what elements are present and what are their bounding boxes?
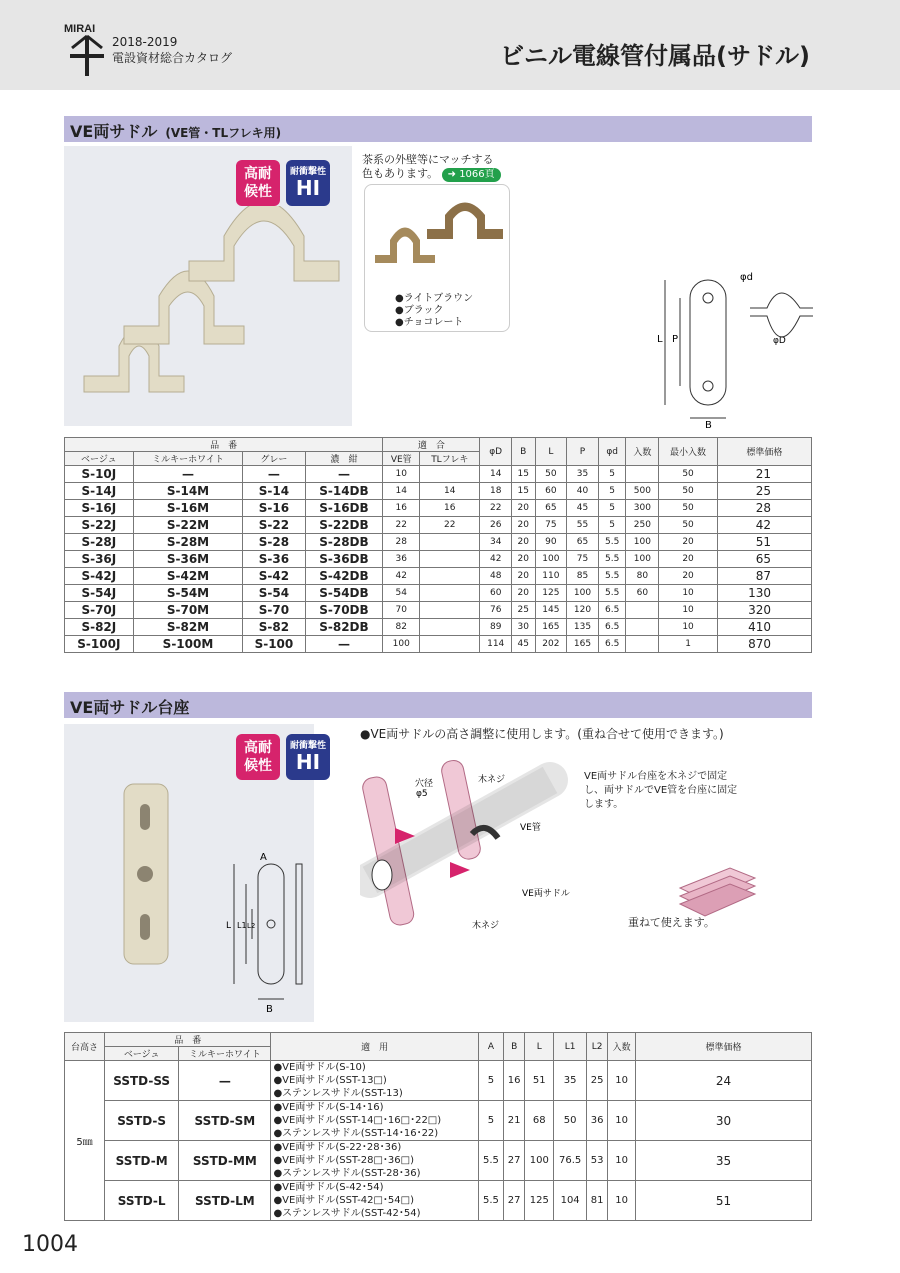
table-cell — [626, 602, 659, 619]
table-cell: S-100J — [65, 636, 134, 653]
table-cell: S-28DB — [305, 534, 383, 551]
application-line: ●ステンレスサドル(SST-28･36) — [273, 1168, 421, 1179]
page-number: 1004 — [22, 1232, 78, 1257]
dim-L-label: L — [657, 334, 663, 345]
application-line: ●VE両サドル(S-22･28･36) — [273, 1142, 402, 1153]
table-cell: 50 — [659, 517, 718, 534]
svg-text:A: A — [260, 852, 267, 863]
svg-text:VE管: VE管 — [520, 823, 541, 833]
dim-phid-label: φd — [740, 272, 753, 283]
table-cell: 5.5 — [478, 1141, 503, 1181]
table-cell: S-100M — [133, 636, 243, 653]
table-cell: S-36 — [243, 551, 305, 568]
table-cell: 10 — [659, 619, 718, 636]
application-cell — [271, 1061, 478, 1101]
table-cell: 50 — [659, 466, 718, 483]
table-cell: S-16 — [243, 500, 305, 517]
table-cell: 35 — [636, 1141, 812, 1181]
table-cell: 21 — [717, 466, 811, 483]
table-cell: 26 — [480, 517, 512, 534]
table-cell: 54 — [383, 585, 420, 602]
table-cell: 16 — [420, 500, 480, 517]
table-cell: 20 — [512, 585, 535, 602]
table-row — [65, 1141, 812, 1181]
table-cell: S-70DB — [305, 602, 383, 619]
table-cell: 10 — [659, 585, 718, 602]
table-cell: S-42M — [133, 568, 243, 585]
table-cell: 25 — [512, 602, 535, 619]
table-cell: 51 — [636, 1181, 812, 1221]
table-cell: S-22 — [243, 517, 305, 534]
table-cell: 20 — [512, 568, 535, 585]
white-partno: SSTD-LM — [179, 1181, 271, 1221]
table-cell: 5.5 — [598, 585, 626, 602]
svg-text:VE両サドル: VE両サドル — [522, 889, 570, 899]
col-group-fit: 適 合 — [383, 438, 480, 452]
table-cell: 120 — [567, 602, 599, 619]
table-cell: 6.5 — [598, 602, 626, 619]
saddle-spec-table: 品 番 適 合 φD B L P φd 入数 最小入数 標準価格 ベージュ ミルキーホワイト グレー 濃 紺 VE管 TLフレキ S-10J — — — 10 14 15 50 35 5 50 21 S-14J S-14M S-14 S-14DB 14 14 18 15 60 40 5 500 50 25 S-16J S-16M S-16 S-16DB 16 16 22 20 65 45 5 300 50 28 S-22J S-22M S-22 S-22DB 22 22 26 20 75 55 5 250 50 42 S-28J S-28M S-28 S-28DB 28 34 20 90 65 5.5 100 20 51 S-36J S-36M S-36 S-36DB 36 42 20 100 75 5.5 100 20 65 S-42J S-42M S-42 S-42DB 42 48 20 110 85 5.5 80 20 87 S-54J S-54M S-54 S-54DB 54 60 20 125 100 5.5 60 10 130 S-70J S-70M S-70 S-70DB 70 76 25 145 120 6.5 10 320 S-82J S-82M S-82 S-82DB 82 89 30 165 135 6.5 10 410 S-100J S-100M S-100 — 100 114 45 202 165 6.5 1 870 — [64, 437, 812, 653]
table-cell: S-70M — [133, 602, 243, 619]
table-cell: 51 — [525, 1061, 554, 1101]
table-cell: 28 — [383, 534, 420, 551]
section-bar-base — [64, 692, 812, 718]
table-cell — [626, 619, 659, 636]
table-cell: S-14J — [65, 483, 134, 500]
application-cell — [271, 1181, 478, 1221]
table-cell: S-16DB — [305, 500, 383, 517]
table-cell: S-36J — [65, 551, 134, 568]
beige-partno: SSTD-SS — [105, 1061, 179, 1101]
table-cell: 165 — [567, 636, 599, 653]
table-cell: 76.5 — [554, 1141, 587, 1181]
svg-text:MIRAI: MIRAI — [64, 23, 96, 35]
table-cell: S-16J — [65, 500, 134, 517]
svg-text:木ネジ: 木ネジ — [478, 775, 506, 785]
table-cell: 114 — [480, 636, 512, 653]
application-cell — [271, 1101, 478, 1141]
table-cell: 10 — [608, 1101, 636, 1141]
table-cell: 36 — [383, 551, 420, 568]
table-cell: 75 — [567, 551, 599, 568]
table-cell: 87 — [717, 568, 811, 585]
table-cell: 60 — [626, 585, 659, 602]
saddle-illustration — [64, 206, 352, 426]
table-cell — [420, 551, 480, 568]
table-cell — [420, 466, 480, 483]
table-cell: 5 — [598, 483, 626, 500]
application-line: ●ステンレスサドル(SST-13) — [273, 1088, 403, 1099]
svg-text:B: B — [266, 1004, 273, 1014]
table-cell: 22 — [383, 517, 420, 534]
impact-badge: 耐衝撃性 HI — [286, 160, 330, 206]
table-cell: S-100 — [243, 636, 305, 653]
svg-text:L2: L2 — [247, 922, 256, 930]
application-line: ●ステンレスサドル(SST-14･16･22) — [273, 1128, 439, 1139]
table-cell: — — [243, 466, 305, 483]
table-cell: 68 — [525, 1101, 554, 1141]
application-line: ●VE両サドル(S-10) — [273, 1062, 366, 1073]
table-cell: 5.5 — [478, 1181, 503, 1221]
table-cell: 6.5 — [598, 636, 626, 653]
table-row — [65, 585, 812, 602]
table-cell: 42 — [383, 568, 420, 585]
table-cell: 35 — [567, 466, 599, 483]
table-cell: S-36M — [133, 551, 243, 568]
table-cell: 75 — [535, 517, 567, 534]
dim-phiD-label: φD — [773, 336, 786, 346]
table-cell: S-42DB — [305, 568, 383, 585]
dim-P-label: P — [672, 334, 679, 345]
base-illustration — [114, 774, 304, 1014]
page-title: ビニル電線管付属品(サドル) — [500, 42, 810, 70]
table-cell: 135 — [567, 619, 599, 636]
application-line: ●VE両サドル(SST-28□･36□) — [273, 1155, 414, 1166]
table-cell: 16 — [504, 1061, 525, 1101]
table-cell: S-14 — [243, 483, 305, 500]
table-row — [65, 1181, 812, 1221]
saddle-dimension-diagram — [655, 268, 815, 428]
table-cell: S-54M — [133, 585, 243, 602]
brown-saddles-illustration — [365, 185, 511, 285]
section-bar-saddle — [64, 116, 812, 142]
table-cell: 50 — [554, 1101, 587, 1141]
svg-text:L1: L1 — [237, 921, 247, 930]
table-cell: S-54 — [243, 585, 305, 602]
table-cell: — — [305, 466, 383, 483]
table-cell: 320 — [717, 602, 811, 619]
table-cell: 76 — [480, 602, 512, 619]
application-line: ●VE両サドル(SST-42□･54□) — [273, 1195, 414, 1206]
table-cell — [626, 466, 659, 483]
table-cell: 45 — [512, 636, 535, 653]
table-cell: 42 — [480, 551, 512, 568]
impact-badge-2: 耐衝撃性 HI — [286, 734, 330, 780]
table-cell — [626, 636, 659, 653]
weather-badge: 高耐 候性 — [236, 160, 280, 206]
table-cell: 20 — [659, 568, 718, 585]
table-cell: 5.5 — [598, 568, 626, 585]
application-line: ●VE両サドル(S-14･16) — [273, 1102, 384, 1113]
table-row — [65, 551, 812, 568]
svg-text:穴径: 穴径 — [415, 779, 434, 789]
table-cell: 202 — [535, 636, 567, 653]
catalog-year: 2018-2019 — [112, 35, 178, 49]
table-cell: 1 — [659, 636, 718, 653]
table-cell: 104 — [554, 1181, 587, 1221]
table-cell: S-82J — [65, 619, 134, 636]
application-line: ●VE両サドル(SST-14□･16□･22□) — [273, 1115, 442, 1126]
table-row — [65, 619, 812, 636]
table-cell: 14 — [420, 483, 480, 500]
table-cell: 10 — [608, 1141, 636, 1181]
table-cell: S-36DB — [305, 551, 383, 568]
table-cell: 25 — [587, 1061, 608, 1101]
color-note: 茶系の外壁等にマッチする 色もあります。 ➜ 1066頁 — [362, 153, 501, 182]
table-cell: 21 — [504, 1101, 525, 1141]
dim-B-label: B — [705, 420, 712, 428]
table-cell: 85 — [567, 568, 599, 585]
height-cell: 5㎜ — [65, 1061, 105, 1221]
col-group-partno: 品 番 — [65, 438, 383, 452]
beige-partno: SSTD-S — [105, 1101, 179, 1141]
table-cell: 100 — [567, 585, 599, 602]
table-cell: 18 — [480, 483, 512, 500]
stacked-bases-illustration — [670, 858, 760, 918]
catalog-name: 電設資材総合カタログ — [112, 51, 233, 65]
table-cell: 100 — [383, 636, 420, 653]
table-cell: S-82M — [133, 619, 243, 636]
table-row — [65, 534, 812, 551]
table-cell: S-14M — [133, 483, 243, 500]
application-line: ●VE両サドル(S-42･54) — [273, 1182, 384, 1193]
table-cell: 14 — [480, 466, 512, 483]
table-cell — [420, 602, 480, 619]
table-cell: 100 — [535, 551, 567, 568]
table-cell: 30 — [636, 1101, 812, 1141]
table-cell: 42 — [717, 517, 811, 534]
weather-badge-2: 高耐 候性 — [236, 734, 280, 780]
table-cell: S-82DB — [305, 619, 383, 636]
table-cell: 125 — [525, 1181, 554, 1221]
table-cell: 10 — [608, 1061, 636, 1101]
page-ref-badge[interactable]: ➜ 1066頁 — [442, 168, 501, 182]
table-row — [65, 466, 812, 483]
table-cell: 15 — [512, 483, 535, 500]
table-cell: S-22J — [65, 517, 134, 534]
color-list: ●ライトブラウン ●ブラック ●チョコレート — [395, 293, 474, 328]
table-cell: 50 — [659, 500, 718, 517]
table-cell: 20 — [512, 517, 535, 534]
table-cell: 130 — [717, 585, 811, 602]
table-row — [65, 1061, 812, 1101]
table-cell — [420, 534, 480, 551]
table-cell: 5 — [598, 517, 626, 534]
table-cell: 125 — [535, 585, 567, 602]
table-cell: S-70J — [65, 602, 134, 619]
table-cell: 10 — [659, 602, 718, 619]
table-cell: S-16M — [133, 500, 243, 517]
table-cell: 5 — [598, 466, 626, 483]
table-row — [65, 517, 812, 534]
table-cell: S-28 — [243, 534, 305, 551]
table-cell: 10 — [608, 1181, 636, 1221]
page-header — [0, 0, 900, 90]
table-cell: 34 — [480, 534, 512, 551]
table-cell: 100 — [626, 551, 659, 568]
table-cell: 300 — [626, 500, 659, 517]
table-row — [65, 568, 812, 585]
table-cell: S-54J — [65, 585, 134, 602]
svg-text:φ5: φ5 — [416, 789, 428, 799]
table-cell: 55 — [567, 517, 599, 534]
table-cell — [420, 619, 480, 636]
table-cell: 30 — [512, 619, 535, 636]
table-cell — [420, 636, 480, 653]
table-row — [65, 602, 812, 619]
table-cell: 80 — [626, 568, 659, 585]
table-cell: 25 — [717, 483, 811, 500]
table-cell: 6.5 — [598, 619, 626, 636]
table-cell: 5 — [598, 500, 626, 517]
section-subtitle: (VE管・TLフレキ用) — [165, 126, 282, 140]
table-cell: 165 — [535, 619, 567, 636]
table-cell: 90 — [535, 534, 567, 551]
table-cell: S-70 — [243, 602, 305, 619]
table-cell: 20 — [512, 551, 535, 568]
table-cell: 35 — [554, 1061, 587, 1101]
section2-title: VE両サドル台座 — [70, 698, 190, 717]
catalog-info — [112, 34, 232, 66]
installation-illustration — [360, 750, 580, 940]
table-cell: S-82 — [243, 619, 305, 636]
table-cell: 110 — [535, 568, 567, 585]
table-cell: S-28J — [65, 534, 134, 551]
base-side-note: VE両サドル台座を木ネジで固定し、両サドルでVE管を台座に固定します。 — [584, 771, 738, 810]
table-cell: S-22M — [133, 517, 243, 534]
table-cell: 81 — [587, 1181, 608, 1221]
table-cell: 5.5 — [598, 551, 626, 568]
table-cell: 20 — [659, 534, 718, 551]
table-cell: 100 — [525, 1141, 554, 1181]
table-cell: S-22DB — [305, 517, 383, 534]
table-cell: 14 — [383, 483, 420, 500]
table-cell: 500 — [626, 483, 659, 500]
table-cell: 20 — [512, 500, 535, 517]
table-cell: 53 — [587, 1141, 608, 1181]
section-title: VE両サドル — [70, 122, 158, 141]
table-row — [65, 636, 812, 653]
saddle-product-photo — [64, 146, 352, 426]
application-line: ●VE両サドル(SST-13□) — [273, 1075, 387, 1086]
table-cell: 5 — [478, 1061, 503, 1101]
table-cell: 27 — [504, 1141, 525, 1181]
table-cell: 16 — [383, 500, 420, 517]
table-cell: 250 — [626, 517, 659, 534]
table-cell: 65 — [717, 551, 811, 568]
table-cell: 82 — [383, 619, 420, 636]
table-cell: 28 — [717, 500, 811, 517]
table-cell: S-28M — [133, 534, 243, 551]
table-cell: 10 — [383, 466, 420, 483]
table-cell: S-42J — [65, 568, 134, 585]
table-cell: 89 — [480, 619, 512, 636]
table-cell: 27 — [504, 1181, 525, 1221]
table-cell: 65 — [567, 534, 599, 551]
color-variants-box — [364, 184, 510, 332]
table-cell: 36 — [587, 1101, 608, 1141]
base-usage-note: ●VE両サドルの高さ調整に使用します。(重ね合せて使用できます。) — [360, 727, 724, 741]
table-cell: 5 — [478, 1101, 503, 1141]
white-partno: SSTD-SM — [179, 1101, 271, 1141]
table-cell: 70 — [383, 602, 420, 619]
stack-note: 重ねて使えます。 — [628, 916, 715, 929]
table-cell: S-14DB — [305, 483, 383, 500]
mirai-logo-icon — [62, 18, 112, 78]
application-line: ●ステンレスサドル(SST-42･54) — [273, 1208, 421, 1219]
table-row — [65, 500, 812, 517]
beige-partno: SSTD-L — [105, 1181, 179, 1221]
table-cell: 51 — [717, 534, 811, 551]
table-cell: — — [305, 636, 383, 653]
table-cell: 145 — [535, 602, 567, 619]
table-cell: 410 — [717, 619, 811, 636]
table-cell: 65 — [535, 500, 567, 517]
table-cell: 870 — [717, 636, 811, 653]
base-product-photo — [64, 724, 326, 1022]
svg-text:L: L — [226, 921, 232, 931]
table-cell: 60 — [480, 585, 512, 602]
base-spec-table: 台高さ 品 番 適 用 A B L L1 L2 入数 標準価格 ベージュ ミルキーホワイト 5㎜ SSTD-SS — ●VE両サドル(S-10) ●VE両サドル(SST-13□) ●ステンレスサドル(SST-13) 5 16 51 35 25 10 24 SSTD-S SSTD-SM ●VE両サドル(S-14･16) ●VE両サドル(SST-14□･16□･22□) ●ステンレスサドル(SST-14･16･22) 5 21 68 50 36 10 30 SSTD-M SSTD-MM ●VE両サドル(S-22･28･36) ●VE両サドル(SST-28□･36□) ●ステンレスサドル(SST-28･36) 5.5 27 100 76.5 53 10 35 SSTD-L SSTD-LM ●VE両サドル(S-42･54) ●VE両サドル(SST-42□･54□) ●ステンレスサドル(SST-42･54) 5.5 27 125 104 81 10 51 — [64, 1032, 812, 1221]
table-cell: 50 — [659, 483, 718, 500]
table-cell: 100 — [626, 534, 659, 551]
table-cell: 60 — [535, 483, 567, 500]
white-partno: SSTD-MM — [179, 1141, 271, 1181]
table-cell: 48 — [480, 568, 512, 585]
table-cell — [420, 585, 480, 602]
table-cell: 20 — [659, 551, 718, 568]
table-cell: S-10J — [65, 466, 134, 483]
table-cell: 20 — [512, 534, 535, 551]
table-cell: 45 — [567, 500, 599, 517]
application-cell — [271, 1141, 478, 1181]
table-cell: 40 — [567, 483, 599, 500]
table-cell: — — [133, 466, 243, 483]
table-row — [65, 1101, 812, 1141]
table-cell: 24 — [636, 1061, 812, 1101]
table-cell: 15 — [512, 466, 535, 483]
table-cell: 50 — [535, 466, 567, 483]
beige-partno: SSTD-M — [105, 1141, 179, 1181]
table-cell — [420, 568, 480, 585]
table-cell: 22 — [480, 500, 512, 517]
svg-text:木ネジ: 木ネジ — [472, 921, 500, 931]
table-cell: 5.5 — [598, 534, 626, 551]
table-cell: 22 — [420, 517, 480, 534]
table-cell: S-54DB — [305, 585, 383, 602]
table-row — [65, 483, 812, 500]
white-partno: — — [179, 1061, 271, 1101]
table-cell: S-42 — [243, 568, 305, 585]
